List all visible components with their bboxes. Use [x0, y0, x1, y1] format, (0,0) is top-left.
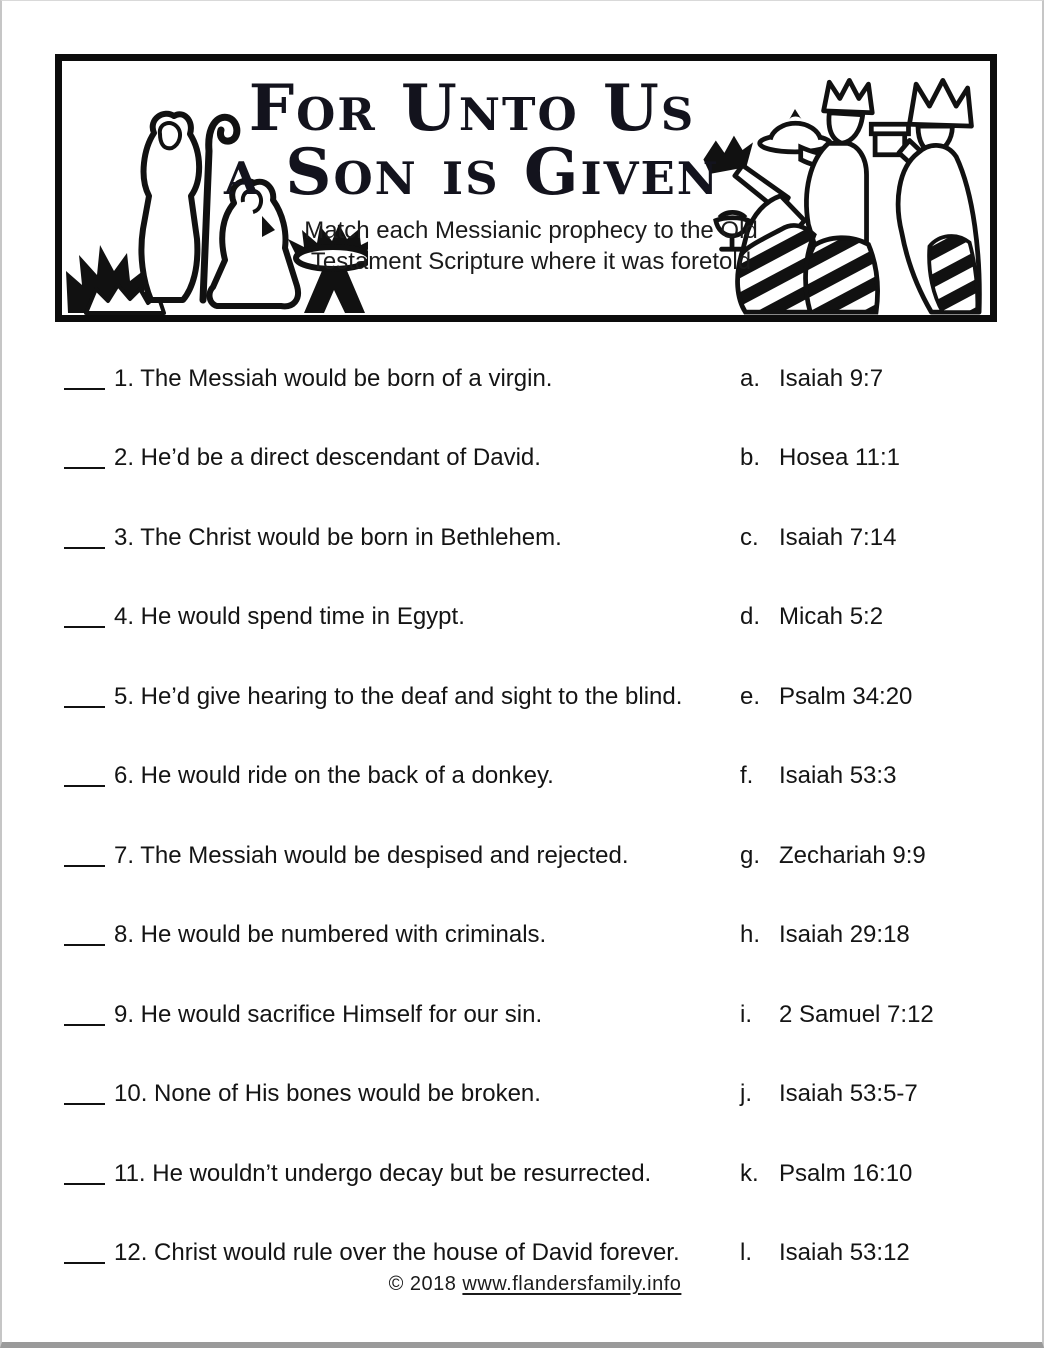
prophecy-text-9: 9. He would sacrifice Himself for our sin.: [114, 1000, 543, 1028]
quiz-row-6: [64, 737, 992, 817]
prophecy-text-7: 7. The Messiah would be despised and rejected.: [114, 841, 629, 869]
answer-blank-11[interactable]: [64, 1165, 105, 1185]
quiz-row-9: [64, 975, 992, 1055]
prophecy-text-11: 11. He wouldn’t undergo decay but be resurrected.: [114, 1159, 652, 1187]
copyright-text: © 2018: [388, 1273, 463, 1295]
answer-blank-5[interactable]: [64, 688, 105, 708]
prophecy-text-12: 12. Christ would rule over the house of David forever.: [114, 1239, 680, 1267]
scripture-ref-a: Isaiah 9:7: [779, 364, 884, 392]
scripture-ref-h: Isaiah 29:18: [779, 921, 910, 949]
option-letter-j: j.: [740, 1080, 752, 1108]
answer-blank-4[interactable]: [64, 608, 105, 628]
option-letter-d: d.: [740, 603, 761, 631]
answer-blank-6[interactable]: [64, 767, 105, 787]
scripture-ref-d: Micah 5:2: [779, 603, 884, 631]
quiz-row-3: [64, 498, 992, 578]
scripture-ref-f: Isaiah 53:3: [779, 762, 897, 790]
answer-blank-1[interactable]: [64, 370, 105, 390]
answer-blank-7[interactable]: [64, 847, 105, 867]
prophecy-text-3: 3. The Christ would be born in Bethlehem.: [114, 523, 562, 551]
quiz-row-8: [64, 896, 992, 976]
quiz-list: [64, 339, 992, 1293]
quiz-row-11: [64, 1134, 992, 1214]
prophecy-text-4: 4. He would spend time in Egypt.: [114, 603, 465, 631]
option-letter-b: b.: [740, 444, 761, 472]
prophecy-text-8: 8. He would be numbered with criminals.: [114, 921, 547, 949]
scripture-ref-b: Hosea 11:1: [779, 444, 900, 472]
page-title-line2: a Son is Given: [224, 135, 720, 210]
answer-blank-2[interactable]: [64, 449, 105, 469]
instructions: [270, 215, 792, 277]
option-letter-c: c.: [740, 523, 759, 551]
prophecy-text-1: 1. The Messiah would be born of a virgin.: [114, 364, 553, 392]
header-banner: [55, 54, 997, 322]
magi-right-icon: [871, 80, 979, 312]
quiz-row-1: [64, 339, 992, 419]
instructions-line1: Match each Messianic prophecy to the Old: [304, 217, 758, 244]
option-letter-i: i.: [740, 1000, 752, 1028]
answer-blank-10[interactable]: [64, 1085, 105, 1105]
quiz-row-10: [64, 1055, 992, 1135]
scripture-ref-g: Zechariah 9:9: [779, 841, 926, 869]
answer-blank-9[interactable]: [64, 1006, 105, 1026]
option-letter-k: k.: [740, 1159, 759, 1187]
option-letter-g: g.: [740, 841, 761, 869]
answer-blank-8[interactable]: [64, 926, 105, 946]
answer-blank-12[interactable]: [64, 1244, 105, 1264]
prophecy-text-10: 10. None of His bones would be broken.: [114, 1080, 541, 1108]
scripture-ref-e: Psalm 34:20: [779, 682, 913, 710]
scripture-ref-l: Isaiah 53:12: [779, 1239, 910, 1267]
website-link[interactable]: www.flandersfamily.info: [462, 1273, 682, 1295]
quiz-row-4: [64, 578, 992, 658]
quiz-row-5: [64, 657, 992, 737]
quiz-row-2: [64, 419, 992, 499]
scripture-ref-k: Psalm 16:10: [779, 1159, 913, 1187]
page-title-line1: For Unto Us: [248, 71, 696, 146]
scripture-ref-c: Isaiah 7:14: [779, 523, 897, 551]
scripture-ref-j: Isaiah 53:5-7: [779, 1080, 918, 1108]
option-letter-a: a.: [740, 364, 761, 392]
option-letter-f: f.: [740, 762, 754, 790]
option-letter-e: e.: [740, 682, 761, 710]
prophecy-text-2: 2. He’d be a direct descendant of David.: [114, 444, 541, 472]
instructions-line2: Testament Scripture where it was foretold: [310, 248, 752, 275]
answer-blank-3[interactable]: [64, 529, 105, 549]
scripture-ref-i: 2 Samuel 7:12: [779, 1000, 934, 1028]
quiz-row-7: [64, 816, 992, 896]
footer-copyright: [2, 1273, 1042, 1296]
prophecy-text-5: 5. He’d give hearing to the deaf and sight to the blind.: [114, 682, 683, 710]
prophecy-text-6: 6. He would ride on the back of a donkey.: [114, 762, 554, 790]
option-letter-h: h.: [740, 921, 761, 949]
option-letter-l: l.: [740, 1239, 752, 1267]
